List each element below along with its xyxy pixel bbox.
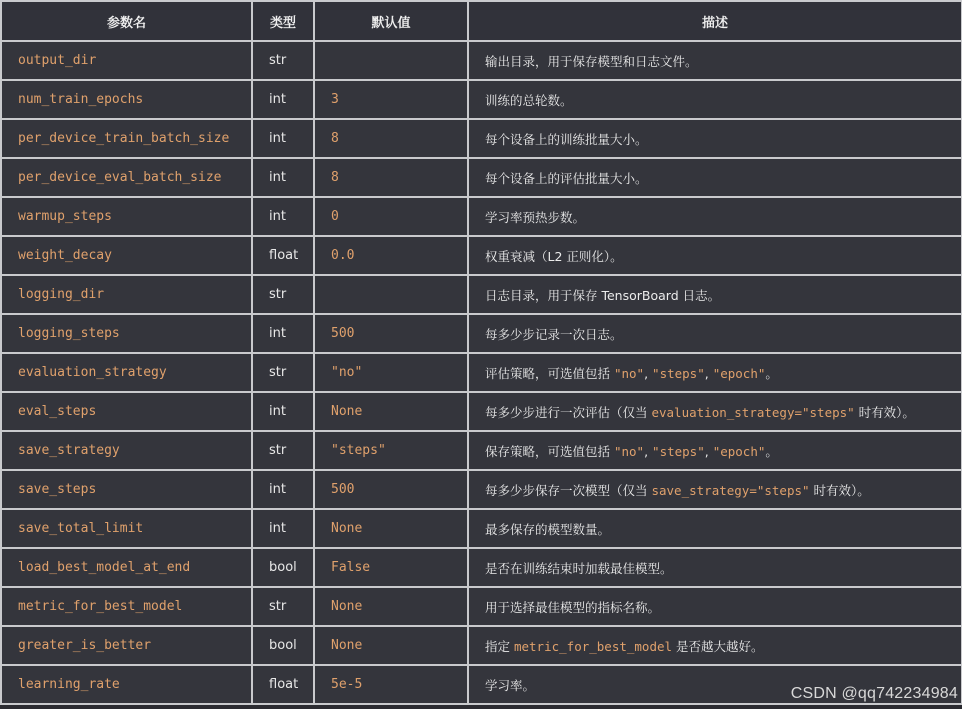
inline-code: save_strategy="steps" [651, 482, 810, 498]
inline-code: "epoch" [712, 365, 766, 381]
default-value-cell: None [314, 392, 468, 431]
inline-code: evaluation_strategy="steps" [651, 404, 855, 420]
description-cell [468, 353, 962, 392]
default-value-cell [314, 41, 468, 80]
description-text: 每多少步进行一次评估（仅当 [485, 404, 652, 420]
default-value-cell: 500 [314, 470, 468, 509]
default-value-cell: 8 [314, 158, 468, 197]
param-name-cell: logging_steps [1, 314, 252, 353]
table-body [1, 41, 962, 704]
type-cell: int [252, 392, 314, 431]
description-text: 每多少步记录一次日志。 [485, 326, 623, 342]
default-value-cell: None [314, 509, 468, 548]
inline-code: "steps" [652, 443, 705, 459]
type-cell: int [252, 314, 314, 353]
param-name-cell: num_train_epochs [1, 80, 252, 119]
description-cell [468, 587, 962, 626]
param-name-cell: metric_for_best_model [1, 587, 252, 626]
inline-code: "epoch" [712, 443, 766, 459]
table-row [1, 41, 962, 80]
description-text: 日志目录，用于保存 TensorBoard 日志。 [485, 287, 721, 303]
description-text: 最多保存的模型数量。 [485, 521, 611, 537]
description-text: 。 [765, 443, 778, 459]
param-name-cell: evaluation_strategy [1, 353, 252, 392]
inline-code: "no" [613, 443, 645, 459]
description-text: 。 [765, 365, 778, 381]
type-cell: int [252, 80, 314, 119]
table-row [1, 158, 962, 197]
description-cell [468, 509, 962, 548]
table-row [1, 119, 962, 158]
description-text: 学习率。 [485, 677, 536, 693]
param-name-cell: eval_steps [1, 392, 252, 431]
description-text: , [704, 365, 713, 381]
description-text: 每个设备上的评估批量大小。 [485, 170, 648, 186]
description-text: 保存策略，可选值包括 [485, 443, 614, 459]
param-name-cell: output_dir [1, 41, 252, 80]
table-row [1, 197, 962, 236]
type-cell: str [252, 587, 314, 626]
description-text: , [644, 365, 653, 381]
param-name-cell: learning_rate [1, 665, 252, 704]
default-value-cell: 0 [314, 197, 468, 236]
description-text: 是否在训练结束时加载最佳模型。 [485, 560, 673, 576]
default-value-cell: 8 [314, 119, 468, 158]
inline-code: "no" [613, 365, 645, 381]
description-cell [468, 431, 962, 470]
description-cell [468, 80, 962, 119]
table-row [1, 548, 962, 587]
default-value-cell: "no" [314, 353, 468, 392]
table-row [1, 275, 962, 314]
description-cell [468, 392, 962, 431]
inline-code: metric_for_best_model [513, 638, 673, 654]
type-cell: bool [252, 548, 314, 587]
type-cell: int [252, 470, 314, 509]
description-cell [468, 158, 962, 197]
description-cell [468, 470, 962, 509]
param-name-cell: warmup_steps [1, 197, 252, 236]
watermark: CSDN @qq742234984 [790, 685, 958, 702]
table-row [1, 314, 962, 353]
table-row [1, 626, 962, 665]
description-cell [468, 626, 962, 665]
param-name-cell: per_device_train_batch_size [1, 119, 252, 158]
table-row [1, 236, 962, 275]
param-name-cell: logging_dir [1, 275, 252, 314]
description-cell [468, 41, 962, 80]
default-value-cell: 5e-5 [314, 665, 468, 704]
type-cell: str [252, 41, 314, 80]
table-header [1, 1, 962, 41]
description-text: , [704, 443, 713, 459]
default-value-cell: "steps" [314, 431, 468, 470]
description-cell [468, 236, 962, 275]
default-value-cell: 0.0 [314, 236, 468, 275]
description-text: 输出目录，用于保存模型和日志文件。 [485, 53, 698, 69]
description-text: 时有效）。 [854, 404, 915, 420]
param-name-cell: greater_is_better [1, 626, 252, 665]
default-value-cell: None [314, 626, 468, 665]
param-name-cell: save_strategy [1, 431, 252, 470]
param-name-cell: per_device_eval_batch_size [1, 158, 252, 197]
description-text: 评估策略，可选值包括 [485, 365, 614, 381]
default-value-cell: None [314, 587, 468, 626]
header-description: 描述 [468, 1, 962, 41]
param-name-cell: save_steps [1, 470, 252, 509]
table-row [1, 392, 962, 431]
inline-code: "steps" [652, 365, 705, 381]
table-row [1, 431, 962, 470]
type-cell: int [252, 119, 314, 158]
table-row [1, 470, 962, 509]
description-cell [468, 314, 962, 353]
param-name-cell: weight_decay [1, 236, 252, 275]
default-value-cell: 3 [314, 80, 468, 119]
description-text: 时有效）。 [809, 482, 870, 498]
default-value-cell [314, 275, 468, 314]
header-type: 类型 [252, 1, 314, 41]
description-cell [468, 275, 962, 314]
type-cell: bool [252, 626, 314, 665]
description-text: 用于选择最佳模型的指标名称。 [485, 599, 661, 615]
description-text: 每多少步保存一次模型（仅当 [485, 482, 652, 498]
type-cell: int [252, 509, 314, 548]
type-cell: float [252, 665, 314, 704]
type-cell: int [252, 158, 314, 197]
type-cell: int [252, 197, 314, 236]
table-row [1, 587, 962, 626]
description-text: 训练的总轮数。 [485, 92, 573, 108]
description-text: 是否越大越好。 [672, 638, 764, 654]
table-row [1, 509, 962, 548]
type-cell: float [252, 236, 314, 275]
type-cell: str [252, 353, 314, 392]
type-cell: str [252, 431, 314, 470]
default-value-cell: False [314, 548, 468, 587]
param-name-cell: save_total_limit [1, 509, 252, 548]
header-default: 默认值 [314, 1, 468, 41]
description-text: 学习率预热步数。 [485, 209, 586, 225]
description-cell [468, 548, 962, 587]
header-param-name: 参数名 [1, 1, 252, 41]
default-value-cell: 500 [314, 314, 468, 353]
description-cell [468, 119, 962, 158]
description-text: 每个设备上的训练批量大小。 [485, 131, 648, 147]
table-row [1, 80, 962, 119]
table-row [1, 353, 962, 392]
type-cell: str [252, 275, 314, 314]
description-text: , [644, 443, 653, 459]
description-cell [468, 197, 962, 236]
param-name-cell: load_best_model_at_end [1, 548, 252, 587]
description-text: 指定 [485, 638, 514, 654]
description-text: 权重衰减（L2 正则化）。 [485, 248, 623, 264]
